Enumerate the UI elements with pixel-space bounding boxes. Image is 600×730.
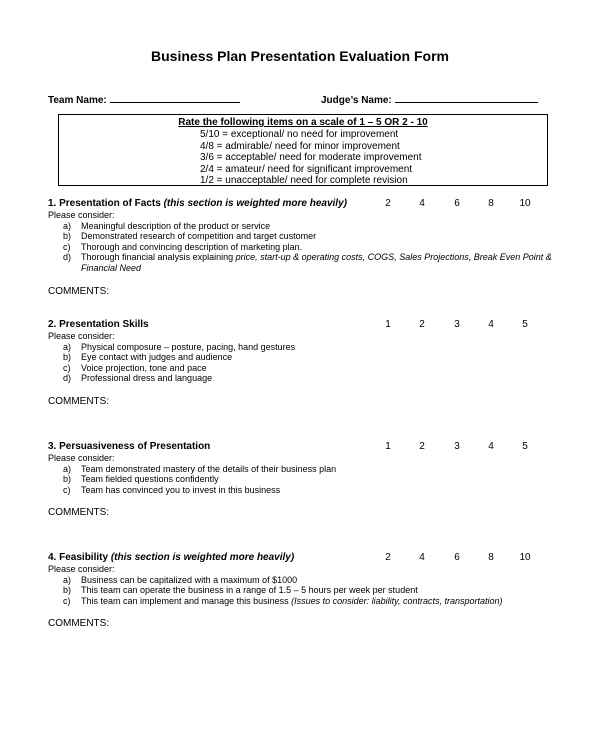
score-option[interactable]: 3 xyxy=(454,319,460,330)
criteria-list xyxy=(48,464,558,496)
score-option[interactable]: 10 xyxy=(519,198,531,209)
section-weight-note: (this section is weighted more heavily) xyxy=(163,198,347,209)
list-item xyxy=(48,474,558,485)
item-marker: a) xyxy=(63,220,72,231)
item-text: This team can operate the business in a range of 1.5 – 5 hours per week per student xyxy=(81,585,418,595)
score-option[interactable]: 3 xyxy=(454,441,460,452)
list-item xyxy=(48,231,558,242)
score-option[interactable]: 6 xyxy=(454,198,460,209)
item-text: Team has convinced you to invest in this business xyxy=(81,484,281,495)
judge-name-blank[interactable] xyxy=(395,93,538,103)
list-item xyxy=(48,464,558,475)
item-marker: d) xyxy=(63,252,72,262)
score-options xyxy=(368,198,568,210)
score-options xyxy=(368,319,568,331)
comments-label: COMMENTS: xyxy=(48,618,110,629)
item-text: Eye contact with judges and audience xyxy=(81,352,233,362)
item-marker: d) xyxy=(63,373,72,383)
rating-scale-line: 1/2 = unacceptable/ need for complete revision xyxy=(200,175,408,186)
section-presentation-of-facts xyxy=(48,198,558,273)
section-title: 4. Feasibility xyxy=(48,552,109,563)
section-feasibility xyxy=(48,552,558,606)
score-option[interactable]: 4 xyxy=(488,441,494,452)
score-option[interactable]: 5 xyxy=(522,319,528,330)
score-option[interactable]: 6 xyxy=(454,552,460,563)
list-item xyxy=(48,363,558,374)
rating-scale-line: 2/4 = amateur/ need for significant improvement xyxy=(200,163,413,175)
score-option[interactable]: 4 xyxy=(419,198,425,209)
score-option[interactable]: 1 xyxy=(385,441,391,452)
list-item xyxy=(48,221,558,232)
item-marker: a) xyxy=(63,341,72,352)
list-item xyxy=(48,352,558,363)
please-consider-label: Please consider: xyxy=(48,331,115,341)
item-text: Demonstrated research of competition and target customer xyxy=(81,231,317,241)
item-text: Physical composure – posture, pacing, hand gestures xyxy=(81,341,296,352)
form-title: Business Plan Presentation Evaluation Form xyxy=(151,48,449,64)
item-marker: a) xyxy=(63,574,72,585)
rating-scale-box xyxy=(58,114,548,186)
section-title: 1. Presentation of Facts xyxy=(48,198,161,209)
item-marker: c) xyxy=(63,362,71,373)
score-option[interactable]: 1 xyxy=(385,319,391,330)
comments-label: COMMENTS: xyxy=(48,396,110,407)
section-title: 3. Persuasiveness of Presentation xyxy=(48,441,211,452)
score-option[interactable]: 4 xyxy=(488,319,494,330)
item-text: Meaningful description of the product or service xyxy=(81,220,271,231)
item-text: Business can be capitalized with a maximum of $1000 xyxy=(81,574,298,585)
team-name-label: Team Name: xyxy=(48,95,107,106)
item-text: Thorough financial analysis explaining xyxy=(81,252,234,262)
team-name-field[interactable] xyxy=(48,93,240,106)
rating-scale-line: 3/6 = acceptable/ need for moderate improvement xyxy=(200,152,422,163)
judge-name-label: Judge’s Name: xyxy=(321,95,392,106)
judge-name-field[interactable] xyxy=(321,93,538,106)
list-item xyxy=(48,596,558,607)
score-options xyxy=(368,552,568,564)
section-persuasiveness xyxy=(48,441,558,495)
score-option[interactable]: 2 xyxy=(419,441,425,452)
score-option[interactable]: 4 xyxy=(419,552,425,563)
item-italic-text: price, start-up & operating costs, COGS, Sales Projections, Break Even Point & Financial Need xyxy=(81,252,552,273)
item-text: Professional dress and language xyxy=(81,373,213,383)
please-consider-label: Please consider: xyxy=(48,210,115,220)
item-marker: a) xyxy=(63,463,72,474)
criteria-list xyxy=(48,575,558,607)
rating-scale-line: 5/10 = exceptional/ no need for improvement xyxy=(200,129,399,140)
score-option[interactable]: 2 xyxy=(385,198,391,209)
criteria-list xyxy=(48,221,558,274)
section-presentation-skills xyxy=(48,319,558,384)
score-option[interactable]: 8 xyxy=(488,198,494,209)
list-item xyxy=(48,575,558,586)
comments-label: COMMENTS: xyxy=(48,507,110,518)
list-item xyxy=(48,242,558,253)
criteria-list xyxy=(48,342,558,384)
list-item xyxy=(48,342,558,353)
list-item xyxy=(48,585,558,596)
list-item xyxy=(48,485,558,496)
item-text: Thorough and convincing description of marketing plan. xyxy=(81,241,303,252)
score-option[interactable]: 10 xyxy=(519,552,531,563)
team-name-blank[interactable] xyxy=(110,93,240,103)
item-marker: c) xyxy=(63,484,71,495)
item-marker: b) xyxy=(63,474,72,484)
section-title: 2. Presentation Skills xyxy=(48,319,149,330)
item-text: Team fielded questions confidently xyxy=(81,474,219,484)
item-marker: c) xyxy=(63,595,71,606)
item-marker: b) xyxy=(63,585,72,595)
score-options xyxy=(368,441,568,453)
please-consider-label: Please consider: xyxy=(48,453,115,463)
score-option[interactable]: 2 xyxy=(385,552,391,563)
list-item xyxy=(48,373,558,384)
item-marker: c) xyxy=(63,241,71,252)
item-text: Voice projection, tone and pace xyxy=(81,362,207,373)
item-marker: b) xyxy=(63,231,72,241)
rating-scale-line: 4/8 = admirable/ need for minor improvement xyxy=(200,140,400,152)
rating-scale-heading: Rate the following items on a scale of 1 – 5 OR 2 - 10 xyxy=(178,117,428,128)
item-text: Team demonstrated mastery of the details of their business plan xyxy=(81,463,337,474)
item-italic-text: (Issues to consider: liability, contracts, transportation) xyxy=(291,595,503,606)
item-marker: b) xyxy=(63,352,72,362)
comments-label: COMMENTS: xyxy=(48,286,110,297)
score-option[interactable]: 8 xyxy=(488,552,494,563)
section-weight-note: (this section is weighted more heavily) xyxy=(110,552,295,563)
item-text: This team can implement and manage this business xyxy=(81,595,289,606)
score-option[interactable]: 2 xyxy=(419,319,425,330)
score-option[interactable]: 5 xyxy=(522,441,528,452)
list-item xyxy=(48,252,558,273)
please-consider-label: Please consider: xyxy=(48,564,115,574)
